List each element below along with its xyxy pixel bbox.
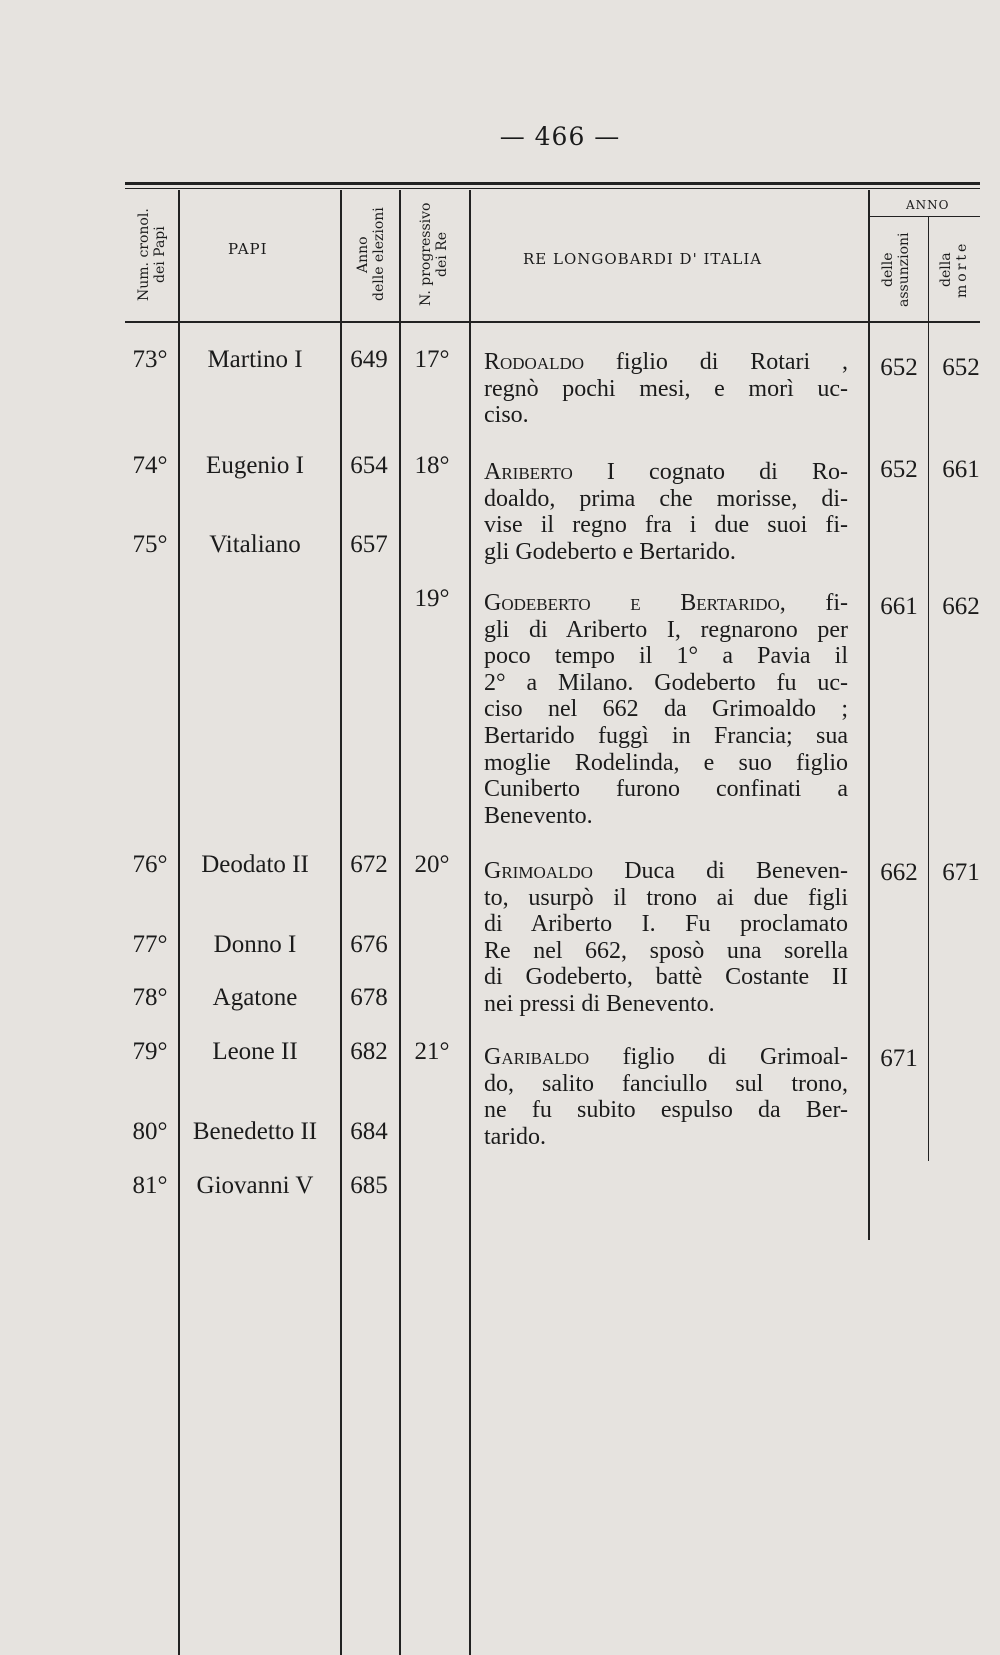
election-year: 654 bbox=[350, 452, 388, 479]
pope-name: Benedetto II bbox=[192, 1118, 318, 1145]
accession-year: 662 bbox=[880, 859, 918, 886]
pope-name: Agatone bbox=[212, 984, 298, 1011]
pope-number: 75° bbox=[132, 531, 168, 558]
king-name: Godeberto e Bertarido, bbox=[484, 590, 786, 616]
death-year: 652 bbox=[942, 354, 980, 381]
election-year: 649 bbox=[350, 346, 388, 373]
pope-name: Vitaliano bbox=[209, 531, 301, 558]
accession-year: 671 bbox=[880, 1045, 918, 1072]
header-num-cronol: Num. cronol. dei Papi bbox=[136, 208, 168, 301]
king-description: Godeberto e Bertarido, fi- gli di Ariberto I, regnarono per poco tempo il 1° a Pavia il 2° a Milano. Godeberto fu uc- ciso nel 662 da Grimoaldo ; Bertarido fuggì in Francia; sua moglie Rodelinda, e suo figlio Cuniberto furono confinati a Benevento. bbox=[484, 590, 848, 829]
column-rule bbox=[868, 190, 870, 1240]
pope-number: 79° bbox=[132, 1038, 168, 1065]
page-number: — 466 — bbox=[499, 122, 621, 151]
header-re-longobardi: RE LONGOBARDI D' ITALIA bbox=[523, 250, 763, 268]
header-anno: ANNO bbox=[906, 198, 950, 212]
pope-number: 78° bbox=[132, 984, 168, 1011]
header-papi: PAPI bbox=[228, 240, 268, 258]
header-progressivo-re: N. progressivo dei Re bbox=[418, 202, 450, 307]
king-progressive-number: 20° bbox=[414, 851, 450, 878]
election-year: 676 bbox=[350, 931, 388, 958]
king-progressive-number: 21° bbox=[414, 1038, 450, 1065]
election-year: 657 bbox=[350, 531, 388, 558]
election-year: 685 bbox=[350, 1172, 388, 1199]
death-year: 671 bbox=[942, 859, 980, 886]
death-year: 661 bbox=[942, 456, 980, 483]
header-anno-elezioni: Anno delle elezioni bbox=[355, 207, 387, 302]
king-name: Ariberto bbox=[484, 459, 573, 485]
header-assunzioni: delle assunzioni bbox=[880, 232, 912, 307]
pope-number: 80° bbox=[132, 1118, 168, 1145]
accession-year: 661 bbox=[880, 593, 918, 620]
king-description: Rodoaldo figlio di Rotari , regnò pochi mesi, e morì uc- ciso. bbox=[484, 349, 849, 429]
king-description: Garibaldo figlio di Grimoal- do, salito fanciullo sul trono, ne fu subito espulso da Ber- tarido. bbox=[484, 1044, 849, 1150]
election-year: 672 bbox=[350, 851, 388, 878]
king-description: Ariberto I cognato di Ro- doaldo, prima che morisse, di- vise il regno fra i due suoi fi- gli Godeberto e Bertarido. bbox=[484, 459, 848, 565]
king-name: Rodoaldo bbox=[484, 349, 585, 375]
pope-name: Deodato II bbox=[201, 851, 309, 878]
column-rule bbox=[340, 190, 342, 1655]
king-description: Grimoaldo Duca di Beneven- to, usurpò il trono ai due figli di Ariberto I. Fu proclamato Re nel 662, sposò una sorella di Godeberto, battè Costante II nei pressi di Benevento. bbox=[484, 858, 849, 1017]
accession-year: 652 bbox=[880, 354, 918, 381]
pope-name: Leone II bbox=[212, 1038, 298, 1065]
pope-number: 77° bbox=[132, 931, 168, 958]
accession-year: 652 bbox=[880, 456, 918, 483]
king-progressive-number: 17° bbox=[414, 346, 450, 373]
pope-name: Martino I bbox=[207, 346, 303, 373]
anno-group-rule bbox=[868, 216, 980, 217]
death-year: 662 bbox=[942, 593, 980, 620]
pope-number: 76° bbox=[132, 851, 168, 878]
king-name: Garibaldo bbox=[484, 1044, 590, 1070]
election-year: 684 bbox=[350, 1118, 388, 1145]
king-progressive-number: 18° bbox=[414, 452, 450, 479]
pope-name: Eugenio I bbox=[206, 452, 304, 479]
column-rule bbox=[399, 190, 401, 1655]
column-rule bbox=[469, 190, 471, 1655]
pope-name: Donno I bbox=[213, 931, 297, 958]
pope-number: 81° bbox=[132, 1172, 168, 1199]
header-bottom-rule bbox=[125, 321, 980, 323]
table-top-rule bbox=[125, 182, 980, 185]
pope-number: 74° bbox=[132, 452, 168, 479]
table-top-rule-2 bbox=[125, 188, 980, 189]
pope-number: 73° bbox=[132, 346, 168, 373]
king-name: Grimoaldo bbox=[484, 858, 593, 884]
election-year: 678 bbox=[350, 984, 388, 1011]
pope-name: Giovanni V bbox=[196, 1172, 314, 1199]
king-progressive-number: 19° bbox=[414, 585, 450, 612]
header-morte: della morte bbox=[938, 240, 970, 299]
column-rule bbox=[178, 190, 180, 1655]
election-year: 682 bbox=[350, 1038, 388, 1065]
